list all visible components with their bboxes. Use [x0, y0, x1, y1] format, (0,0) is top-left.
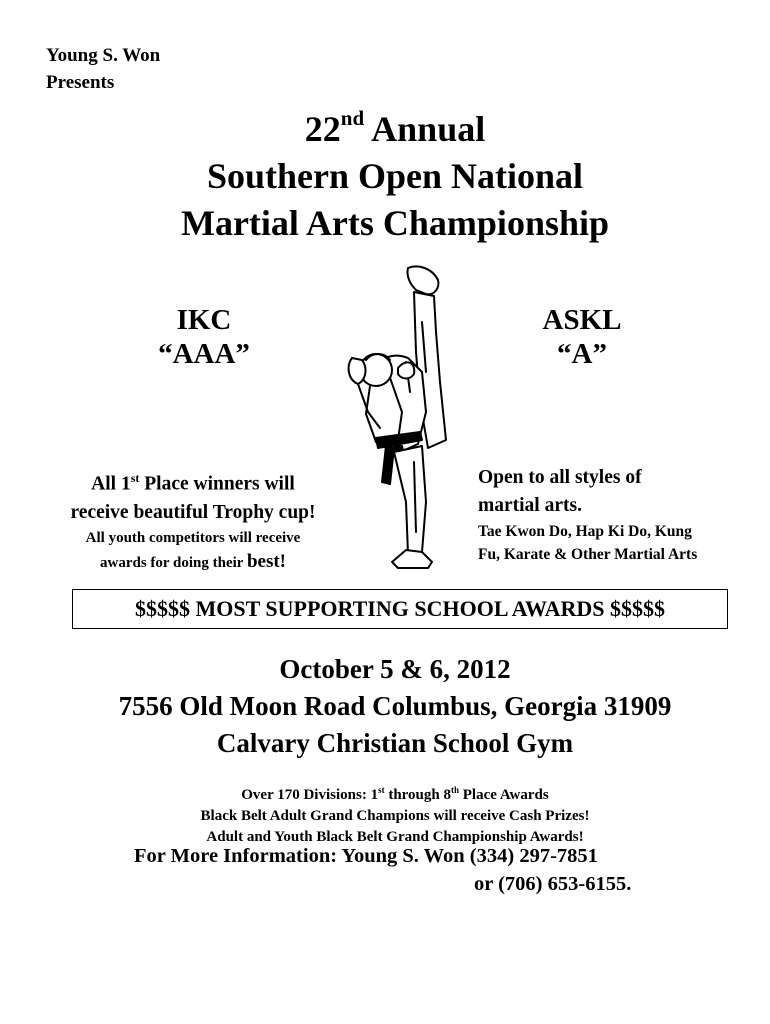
- sanction-org: ASKL: [542, 304, 622, 336]
- awards-line-3: All youth competitors will receive: [85, 529, 301, 546]
- sanction-rating: “AAA”: [158, 338, 250, 370]
- event-title: [0, 98, 770, 247]
- contact-info: For More Information: Young S. Won (334) 297-7851: [134, 845, 598, 867]
- sanction-rating: “A”: [557, 338, 607, 370]
- awards-best: best!: [246, 550, 286, 572]
- details-ordinal-suffix: st: [378, 785, 385, 795]
- styles-info: [478, 464, 748, 566]
- details-line-1: [0, 780, 770, 806]
- styles-line-3: Tae Kwon Do, Hap Ki Do, Kung: [478, 523, 692, 540]
- details-line-3: Adult and Youth Black Belt Grand Championship Awards!: [206, 829, 584, 845]
- awards-text: Place winners will: [139, 473, 295, 495]
- styles-line-1: Open to all styles of: [478, 467, 642, 488]
- sanction-ikc: [104, 303, 304, 371]
- details-text: through 8: [384, 787, 451, 803]
- awards-line-4: [28, 550, 358, 575]
- title-ordinal-number: 22: [304, 109, 341, 149]
- sanction-askl: [482, 303, 682, 371]
- details-text: Over 170 Divisions: 1: [241, 787, 379, 803]
- presenter-label: Presents: [46, 72, 115, 93]
- awards-text: awards for doing their: [99, 554, 247, 571]
- title-line-2: Southern Open National: [206, 156, 584, 196]
- details-ordinal-suffix: th: [451, 785, 460, 795]
- styles-line-2: martial arts.: [478, 495, 582, 516]
- division-details: [0, 780, 770, 848]
- event-details: [0, 651, 770, 762]
- details-line-2: Black Belt Adult Grand Champions will receive Cash Prizes!: [200, 808, 590, 824]
- event-address: 7556 Old Moon Road Columbus, Georgia 31909: [118, 691, 672, 721]
- awards-text: All 1: [91, 473, 131, 495]
- title-line-3: Martial Arts Championship: [180, 203, 610, 243]
- title-annual: Annual: [364, 109, 486, 149]
- awards-line-1: [28, 464, 358, 499]
- event-date: October 5 & 6, 2012: [279, 654, 511, 684]
- presenter-block: [46, 42, 160, 96]
- title-ordinal-suffix: nd: [340, 106, 365, 130]
- supporting-school-banner: $$$$$ MOST SUPPORTING SCHOOL AWARDS $$$$$: [72, 589, 728, 629]
- event-venue: Calvary Christian School Gym: [216, 728, 574, 758]
- sanction-org: IKC: [176, 304, 232, 336]
- details-text: Place Awards: [459, 787, 549, 803]
- presenter-name: Young S. Won: [46, 45, 161, 66]
- awards-ordinal-suffix: st: [130, 471, 140, 485]
- awards-line-2: receive beautiful Trophy cup!: [70, 501, 316, 523]
- title-line-1: [0, 98, 770, 153]
- contact-alt-phone: or (706) 653-6155.: [474, 873, 632, 895]
- awards-info: [28, 464, 358, 575]
- styles-line-4: Fu, Karate & Other Martial Arts: [478, 546, 698, 563]
